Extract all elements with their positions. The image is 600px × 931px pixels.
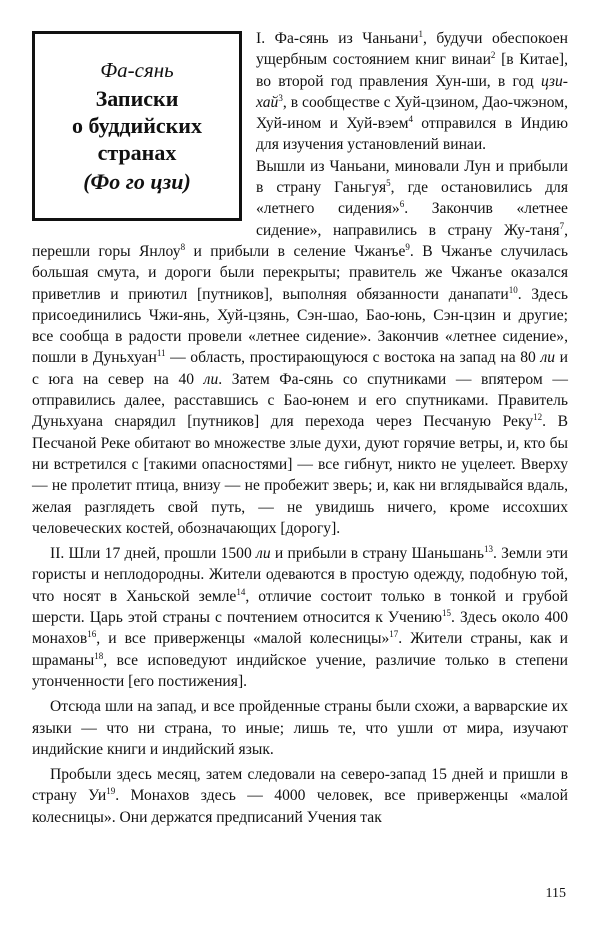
text-run: . Земли эти гористы и неплодородны. Жители одеваются в простую одежду, подобную той, что носят в Ханьской земле bbox=[32, 545, 568, 605]
text-run: , где остановились для «летнего сидения» bbox=[256, 179, 568, 218]
text-run: . Затем Фа-сянь со спутниками — впятером — отправились далее, расставшись с Бао-юнем и его спутниками. Правитель Дуньхуана снарядил [путников] для перехода через Песчаную Реку bbox=[32, 370, 568, 431]
footnote-marker: 18 bbox=[94, 650, 104, 661]
footnote-marker: 4 bbox=[408, 114, 413, 125]
footnote-marker: 7 bbox=[559, 220, 565, 231]
title-line-2: о буддийских bbox=[71, 112, 202, 138]
title-box bbox=[32, 31, 242, 221]
footnote-marker: 8 bbox=[180, 241, 186, 252]
text-run: отправился в Индию для изучения установлений винаи. bbox=[256, 115, 568, 154]
title-line-1: Записки bbox=[95, 85, 179, 111]
text-run: [в Китае], во второй год правления Хун-ши, в год bbox=[256, 51, 568, 90]
footnote-marker: 12 bbox=[533, 412, 543, 423]
footnote-marker: 19 bbox=[106, 786, 116, 797]
footnote-marker: 2 bbox=[490, 50, 496, 61]
paragraph bbox=[32, 696, 568, 760]
text-run: Отсюда шли на запад, и все пройденные страны были схожи, а варварские их языки — что ни страна, то иные; лишь те, что ушли от мира, изучают индийские книги и индийский язык. bbox=[32, 698, 568, 758]
paragraph bbox=[32, 764, 568, 828]
footnote-marker: 15 bbox=[442, 608, 452, 619]
text-run: I. Фа-сянь из Чаньани bbox=[256, 30, 419, 47]
text-run: Вышли из Чаньани, миновали Лун и прибыли в страну Ганьгуя bbox=[256, 157, 568, 197]
text-run: — область, простирающуюся с востока на запад на 80 bbox=[165, 349, 541, 367]
italic-term: ли bbox=[256, 545, 271, 563]
text-run: II. Шли 17 дней, прошли 1500 bbox=[50, 545, 257, 563]
text-run: . Здесь присоединились Чжи-янь, Хуй-цзянь, Сэн-шао, Бао-юнь, Сэн-цзин и другие; все сообща в радости провели «летнее сидение». Закончив «летнее сидение», пошли в Дуньхуан bbox=[32, 285, 568, 367]
footnote-marker: 10 bbox=[508, 284, 518, 295]
footnote-marker: 16 bbox=[87, 629, 97, 640]
text-run: , и все приверженцы «малой колесницы» bbox=[96, 630, 390, 648]
footnote-marker: 13 bbox=[483, 544, 493, 555]
text-run: . В Чжанъе случилась большая смута, и дороги были перекрыты; правитель же Чжанъе оказался приветлив и приютил [путников], выполняя обязанности данапати bbox=[32, 242, 568, 303]
footnote-marker: 1 bbox=[418, 29, 423, 39]
text-run: , отличие состоит только в тонкой и грубой шерсти. Царь этой страны с почтением относится к Учению bbox=[32, 587, 568, 627]
text-run: Пробыли здесь месяц, затем следовали на северо-запад 15 дней и пришли в страну Уи bbox=[32, 766, 568, 805]
footnote-marker: 6 bbox=[399, 199, 405, 210]
top-section bbox=[32, 28, 568, 539]
footnote-marker: 3 bbox=[278, 92, 283, 103]
paragraph bbox=[32, 543, 568, 692]
footnote-marker: 5 bbox=[386, 178, 391, 189]
page-number: 115 bbox=[545, 886, 566, 901]
footnote-marker: 11 bbox=[156, 348, 166, 359]
title-subtitle: (Фо го цзи) bbox=[83, 168, 191, 194]
text-run: и прибыли в страну Шаньшань bbox=[270, 545, 484, 563]
text-run: , будучи обеспокоен ущербным состоянием книг винаи bbox=[256, 30, 568, 69]
text-run: . Жители страны, как и шраманы bbox=[32, 630, 568, 669]
author-name: Фа-сянь bbox=[100, 57, 174, 82]
footnote-marker: 14 bbox=[236, 586, 246, 597]
text-run: . В Песчаной Реке обитают во множестве злые духи, дуют горячие ветры, и, кто бы ни встретился с [такими опасностями] — все гибнут, никто не уцелеет. Вверху — не пролетит птица, внизу — не пробежит зверь; и, как ни вглядывайся вдаль, желая разглядеть свой путь, — не увидишь ничего, кроме иссохших человеческих костей, обозначающих [дорогу]. bbox=[32, 413, 568, 537]
text-run: . Монахов здесь — 4000 человек, все приверженцы «малой колесницы». Они держатся предписаний Учения так bbox=[32, 787, 568, 826]
book-page bbox=[32, 28, 568, 828]
italic-term: ли bbox=[203, 370, 219, 388]
footnote-marker: 9 bbox=[405, 241, 410, 252]
text-run: . Здесь около 400 монахов bbox=[32, 609, 568, 648]
text-run: , все исповедуют индийское учение, различие только в степени утонченности [его постижения]. bbox=[32, 651, 568, 690]
text-run: и прибыли в селение Чжанъе bbox=[185, 242, 406, 260]
text-run: , в сообществе с Хуй-цзином, Дао-чжэном, Хуй-ином и Хуй-вэем bbox=[256, 93, 568, 133]
text-run: и с юга на север на 40 bbox=[32, 349, 568, 388]
italic-term: цзи-хай bbox=[256, 72, 568, 111]
text-run: , перешли горы Янлоу bbox=[32, 221, 568, 260]
italic-term: ли bbox=[540, 349, 556, 367]
title-line-3: странах bbox=[97, 139, 177, 165]
text-run: . Закончив «летнее сидение», направились в страну Жу-таня bbox=[256, 200, 568, 239]
footnote-marker: 17 bbox=[389, 629, 399, 640]
